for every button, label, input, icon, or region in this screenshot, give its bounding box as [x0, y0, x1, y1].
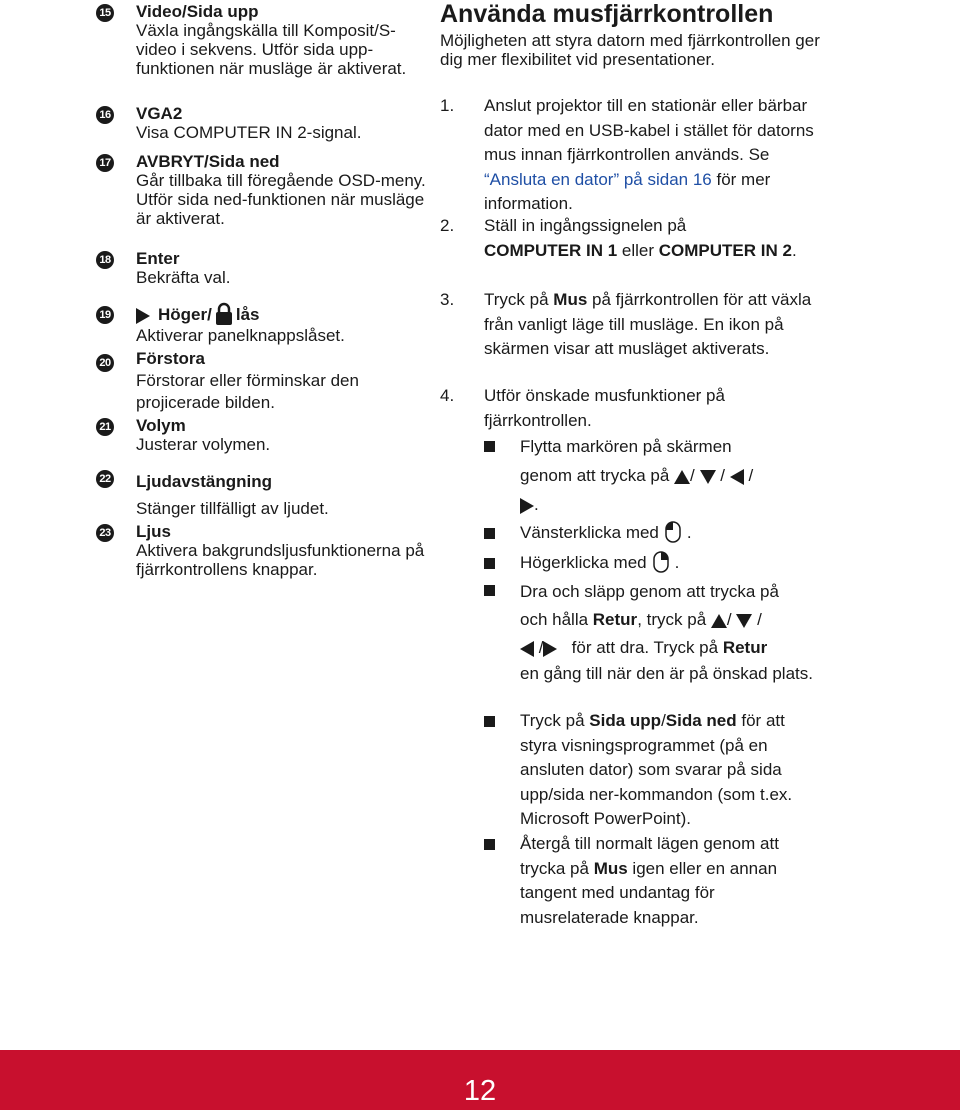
up-arrow-icon	[711, 614, 727, 628]
down-arrow-icon	[736, 614, 752, 628]
step-number: 3.	[440, 290, 455, 309]
bullet-text: genom att trycka på	[520, 466, 670, 485]
bullet-text: igen eller en annan tangent med undantag för musrelaterade knappar.	[520, 858, 778, 927]
item-title: Enter	[136, 249, 180, 268]
item-description: Går tillbaka till föregående OSD-meny. Utför sida ned-funktionen när musläge är aktiverat.	[136, 171, 426, 228]
left-mouse-button-icon	[665, 521, 681, 543]
bullet-text: och hålla	[520, 610, 593, 629]
bullet-text: , tryck på	[637, 610, 707, 629]
bullet-text: Flytta markören på skärmen	[520, 437, 732, 456]
item-number-badge: 18	[96, 251, 114, 269]
separator: .	[686, 523, 692, 542]
bullet-text: Tryck på	[520, 711, 590, 730]
step-text: Tryck på	[484, 290, 554, 309]
bullet-text: Vänsterklicka med	[520, 523, 659, 542]
item-description: Visa COMPUTER IN 2-signal.	[136, 123, 362, 142]
item-description: Växla ingångskälla till Komposit/S-video i sekvens. Utför sida upp-funktionen när musläge är aktiverat.	[136, 21, 407, 78]
step-text: Anslut projektor till en stationär eller bärbar dator med en USB-kabel i stället för datorns mus innan fjärrkontrollen används. Se	[484, 96, 814, 164]
bullet-text: för att dra. Tryck på	[571, 638, 723, 657]
item-number-badge: 23	[96, 524, 114, 542]
bullet-bold: Sida upp	[589, 711, 662, 730]
bullet-square-icon	[484, 839, 495, 850]
bullet-bold: Retur	[592, 610, 638, 629]
bullet-text: Dra och släpp genom att trycka på	[520, 582, 779, 601]
item-description: Justerar volymen.	[136, 435, 271, 454]
step-number: 4.	[440, 386, 455, 405]
step-number: 1.	[440, 96, 455, 115]
bullet-square-icon	[484, 558, 495, 569]
step-bold: COMPUTER IN 2	[658, 240, 792, 260]
bullet-square-icon	[484, 528, 495, 539]
separator: /	[538, 638, 544, 657]
link-ansluta-en-dator[interactable]: “Ansluta en dator” på sidan 16	[484, 169, 712, 189]
separator: /	[757, 610, 762, 629]
left-arrow-icon	[520, 641, 534, 657]
item-description: Stänger tillfälligt av ljudet.	[136, 499, 329, 518]
item-title: Video/Sida upp	[136, 2, 259, 21]
item-number-badge: 16	[96, 106, 114, 124]
item-title	[136, 302, 436, 326]
section-heading: Använda musfjärrkontrollen	[440, 0, 774, 28]
separator: /	[720, 466, 725, 485]
bullet-square-icon	[484, 441, 495, 452]
bullet-bold: Retur	[722, 638, 768, 657]
separator: .	[534, 495, 539, 514]
separator: /	[690, 466, 695, 485]
bullet-text: en gång till när den är på önskad plats.	[520, 664, 813, 683]
item-title: Förstora	[136, 349, 205, 368]
item-title-part: lås	[235, 305, 260, 324]
item-number-badge: 21	[96, 418, 114, 436]
lock-icon	[214, 302, 234, 326]
right-arrow-icon	[520, 498, 534, 514]
page-number: 12	[463, 1075, 497, 1107]
bullet-square-icon	[484, 716, 495, 727]
step-text: eller	[617, 240, 659, 260]
item-description: Bekräfta val.	[136, 268, 231, 287]
step-text: .	[791, 240, 797, 260]
step-text: Ställ in ingångssignelen på	[484, 216, 687, 235]
bullet-bold: Mus	[593, 858, 628, 878]
separator: .	[674, 553, 680, 572]
step-bold: COMPUTER IN 1	[484, 240, 618, 260]
item-title: AVBRYT/Sida ned	[136, 152, 280, 171]
bullet-text: Högerklicka med	[520, 553, 647, 572]
bullet-text: för att styra visningsprogrammet (på en ansluten dator) som svarar på sida upp/sida ner-kommandon (som t.ex. Microsoft PowerPoint).	[520, 711, 793, 828]
bullet-square-icon	[484, 585, 495, 596]
left-arrow-icon	[730, 469, 744, 485]
step-text: för mer information.	[484, 169, 771, 213]
item-description: Aktivera bakgrundsljusfunktionerna på fjärrkontrollens knappar.	[136, 541, 425, 579]
right-arrow-icon	[543, 641, 557, 657]
step-text: på fjärrkontrollen för att växla från vanligt läge till musläge. En ikon på skärmen visar att musläget aktiverats.	[484, 290, 812, 358]
intro-paragraph: Möjligheten att styra datorn med fjärrkontrollen ger dig mer flexibilitet vid presentationer.	[440, 31, 820, 69]
step-bold: Mus	[553, 290, 588, 309]
step-number: 2.	[440, 216, 455, 235]
item-title: Ljudavstängning	[136, 472, 272, 491]
bullet-bold: Sida ned	[665, 711, 737, 730]
separator: /	[726, 610, 732, 629]
item-title: Ljus	[136, 522, 171, 541]
right-mouse-button-icon	[653, 551, 669, 573]
item-number-badge: 22	[96, 470, 114, 488]
item-number-badge: 20	[96, 354, 114, 372]
item-number-badge: 19	[96, 306, 114, 324]
item-description: Förstorar eller förminskar den projicerade bilden.	[136, 371, 359, 412]
right-arrow-icon	[136, 308, 150, 324]
item-title: Volym	[136, 416, 186, 435]
separator: /	[748, 466, 754, 485]
item-title-part: Höger/	[158, 305, 212, 324]
up-arrow-icon	[674, 470, 690, 484]
item-number-badge: 17	[96, 154, 114, 172]
item-title: VGA2	[136, 104, 183, 123]
item-number-badge: 15	[96, 4, 114, 22]
down-arrow-icon	[700, 470, 716, 484]
step-text: Utför önskade musfunktioner på fjärrkontrollen.	[484, 386, 725, 430]
item-description: Aktiverar panelknappslåset.	[136, 326, 345, 345]
bullet-text: Återgå till normalt lägen genom att trycka på	[520, 834, 779, 878]
separator: /	[661, 711, 666, 730]
